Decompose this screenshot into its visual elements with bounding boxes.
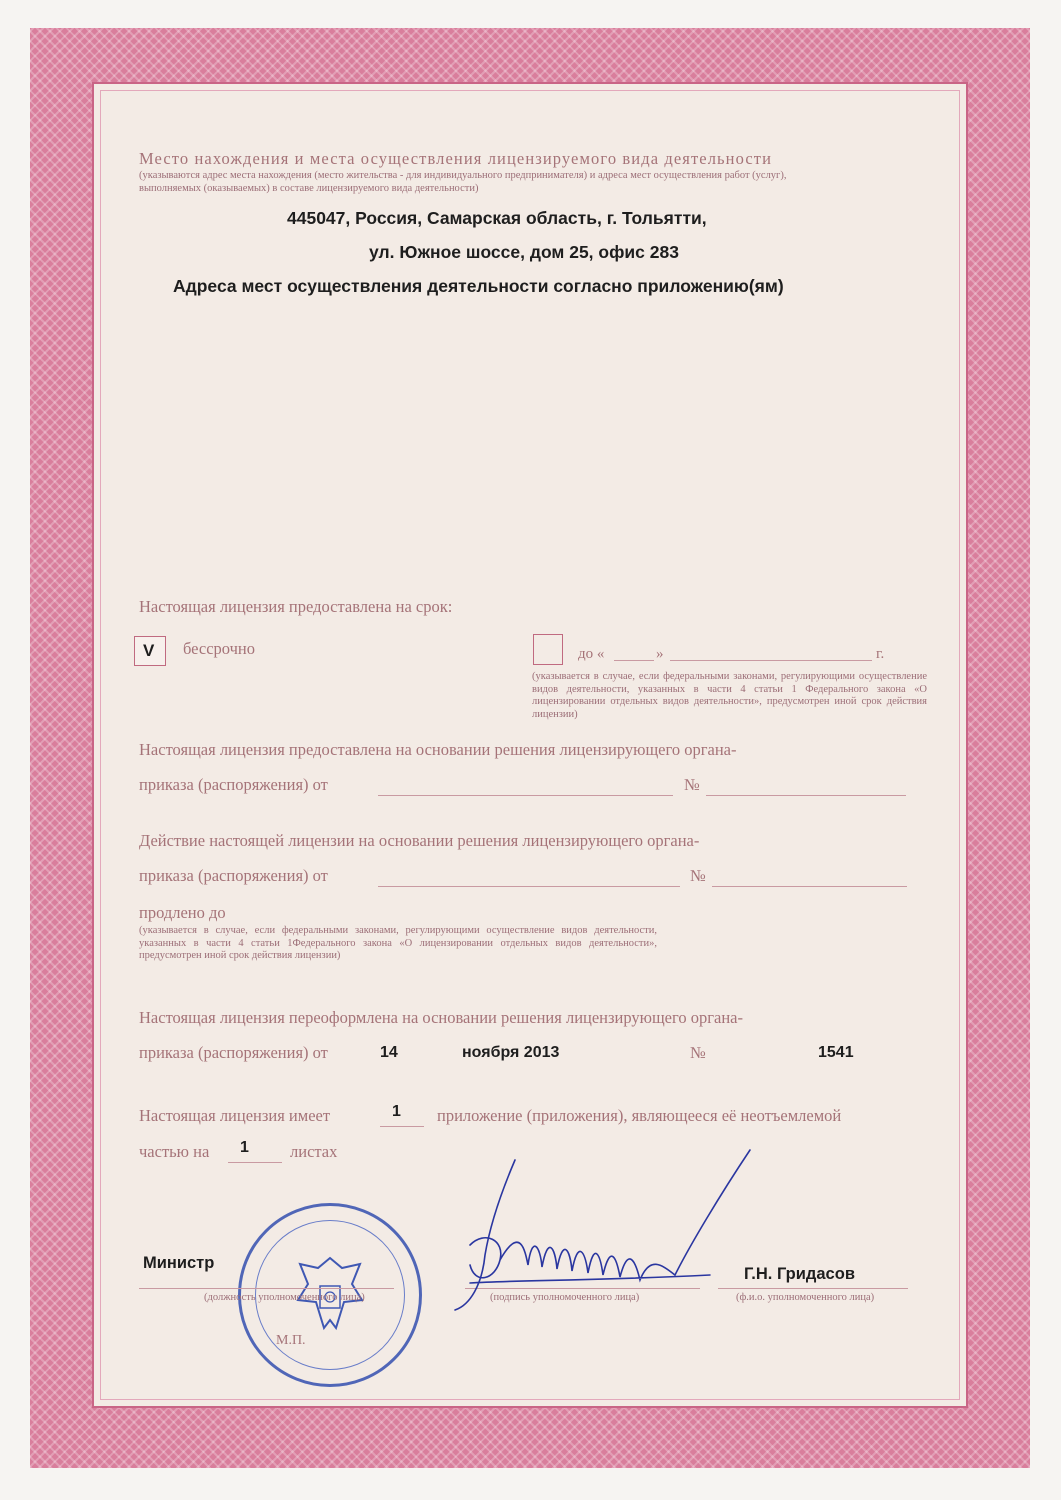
address-line-1: 445047, Россия, Самарская область, г. Тольятти, (287, 208, 707, 228)
until-date-line (670, 660, 872, 661)
indefinite-label: бессрочно (183, 639, 256, 658)
until-day-line (614, 660, 654, 661)
granted-date-line (378, 795, 673, 796)
address-line-3: Адреса мест осуществления деятельности согласно приложению(ям) (173, 276, 784, 296)
until-suffix: г. (876, 646, 885, 662)
position-caption: (должность уполномоченного лица) (204, 1292, 365, 1303)
until-prefix: до « (578, 646, 605, 662)
reissued-line-1: Настоящая лицензия переоформлена на основании решения лицензирующего органа- (139, 1008, 743, 1027)
extended-line-1: Действие настоящей лицензии на основании решения лицензирующего органа- (139, 831, 700, 850)
stamp-place: М.П. (276, 1333, 306, 1348)
address-line-2: ул. Южное шоссе, дом 25, офис 283 (369, 242, 679, 262)
header-note-1: (указываются адрес места нахождения (место жительства - для индивидуального предпринимателя) и адреса мест осуществления работ (услуг), (139, 170, 787, 181)
reissued-number: 1541 (818, 1044, 854, 1061)
appendix-count: 1 (392, 1103, 401, 1120)
extended-line-2: приказа (распоряжения) от (139, 866, 328, 885)
name-caption: (ф.и.о. уполномоченного лица) (736, 1292, 875, 1303)
granted-line-1: Настоящая лицензия предоставлена на основании решения лицензирующего органа- (139, 740, 737, 759)
granted-number-line (706, 795, 906, 796)
handwritten-signature (430, 1135, 760, 1315)
extended-date-line (378, 886, 680, 887)
extended-note: (указывается в случае, если федеральными законами, регулирующими осуществление видов деятельности, указанных в части 4 статьи 1Федерального закона «О лицензировании отдельных видов деятельности», предусмотрен иной срок действия лицензии) (139, 925, 657, 961)
until-checkbox[interactable] (533, 634, 563, 665)
appendix-count-line (380, 1126, 424, 1127)
appendix-sheets-suffix: листах (290, 1142, 338, 1161)
appendix-prefix: Настоящая лицензия имеет (139, 1106, 331, 1125)
extended-until: продлено до (139, 903, 226, 922)
granted-line-2: приказа (распоряжения) от (139, 775, 328, 794)
checkbox-mark: V (143, 641, 155, 660)
appendix-sheets-line (228, 1162, 282, 1163)
reissued-number-sign: № (690, 1043, 706, 1062)
signature-caption: (подпись уполномоченного лица) (490, 1292, 640, 1303)
signer-position: Министр (143, 1254, 215, 1272)
appendix-part-prefix: частью на (139, 1142, 210, 1161)
extended-number-line (712, 886, 907, 887)
granted-number-sign: № (684, 775, 700, 794)
reissued-month-year: ноября 2013 (462, 1044, 560, 1061)
appendix-middle: приложение (приложения), являющееся её неотъемлемой (437, 1106, 842, 1125)
until-note: (указывается в случае, если федеральными законами, регулирующими осуществление видов деятельности, указанных в части 4 статьи 1 Федерального закона «О лицензировании отдельных видов деятельности», предусмотрен иной срок действия лицензии) (532, 671, 927, 720)
header-note-2: выполняемых (оказываемых) в составе лицензируемого вида деятельности) (139, 183, 479, 194)
term-label: Настоящая лицензия предоставлена на срок: (139, 597, 453, 616)
signer-name: Г.Н. Гридасов (744, 1265, 855, 1283)
appendix-sheets: 1 (240, 1139, 249, 1156)
page-title: Место нахождения и места осуществления лицензируемого вида деятельности (139, 149, 773, 168)
until-mid: » (656, 646, 664, 662)
indefinite-checkbox[interactable] (134, 636, 166, 666)
position-line (139, 1288, 394, 1289)
extended-number-sign: № (690, 866, 706, 885)
reissued-day: 14 (380, 1044, 398, 1061)
reissued-line-2: приказа (распоряжения) от (139, 1043, 328, 1062)
